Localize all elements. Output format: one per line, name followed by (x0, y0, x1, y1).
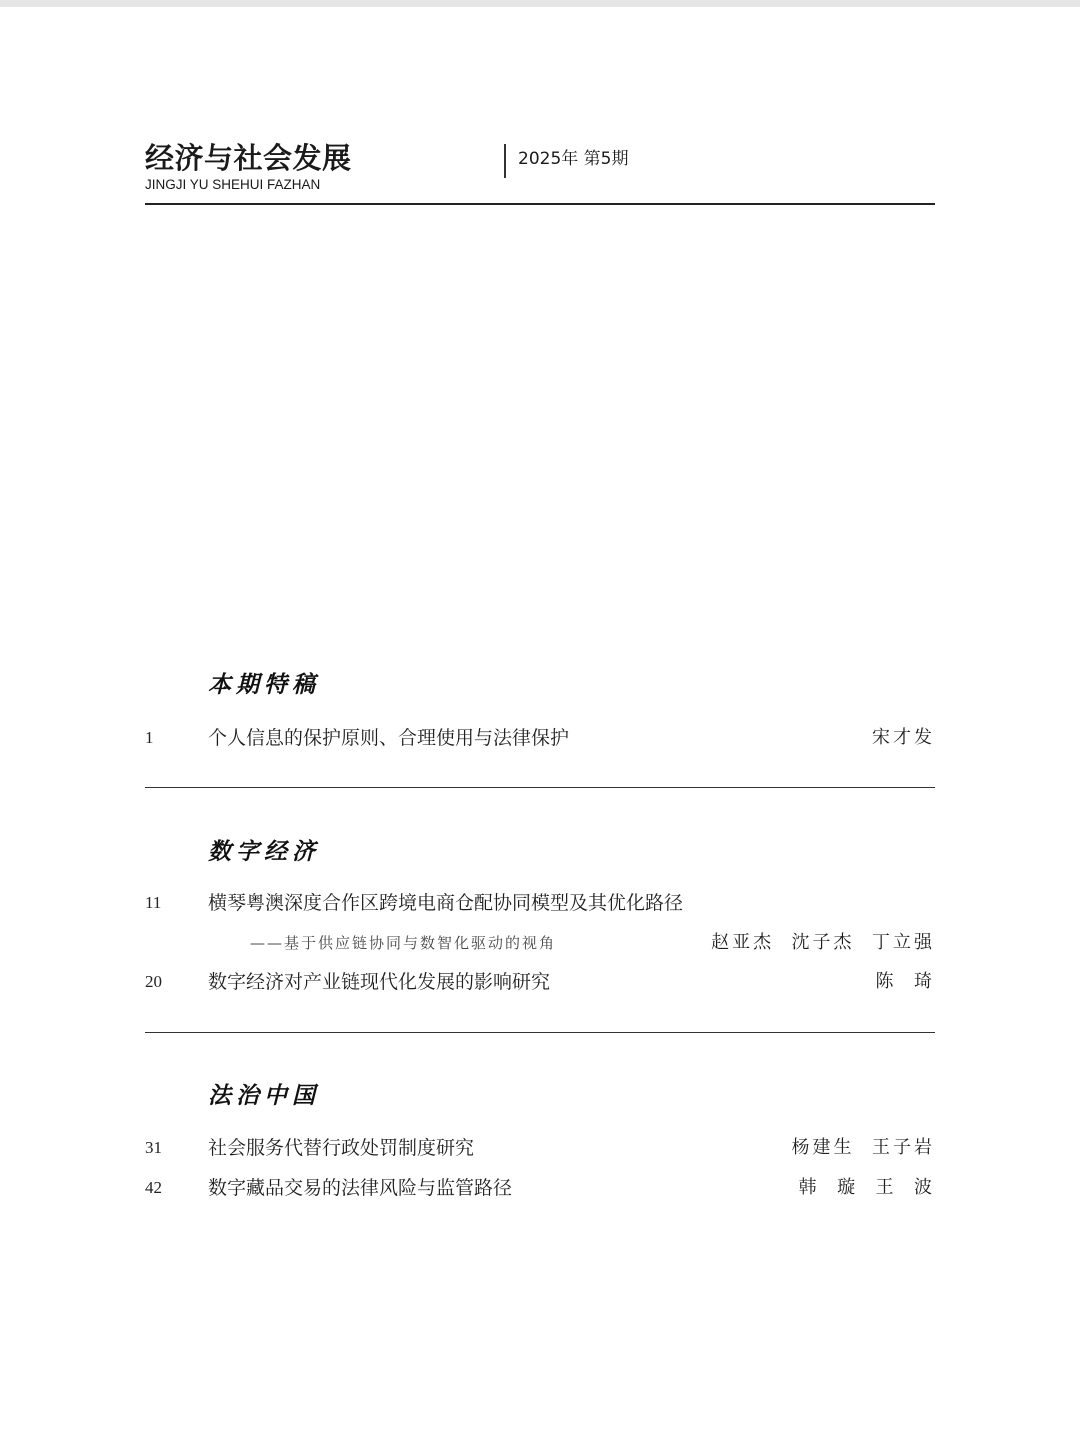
toc-page-number: 20 (145, 972, 162, 991)
section-divider (145, 1032, 935, 1033)
masthead-divider (504, 144, 506, 178)
toc-entry[interactable] (145, 888, 935, 918)
toc-article-title[interactable]: 横琴粤澳深度合作区跨境电商仓配协同模型及其优化路径 (208, 892, 684, 914)
journal-title: 经济与社会发展 (145, 141, 352, 175)
toc-entry[interactable] (145, 723, 935, 753)
toc-authors: 韩 璇 王 波 (798, 1177, 935, 1198)
section-divider (145, 787, 935, 788)
toc-entry[interactable] (145, 1133, 935, 1163)
toc-authors: 宋才发 (872, 727, 935, 748)
toc-page-number: 42 (145, 1178, 162, 1197)
section-heading: 数字经济 (208, 838, 320, 865)
journal-title-pinyin: JINGJI YU SHEHUI FAZHAN (145, 177, 321, 192)
toc-entry-subline (145, 928, 935, 958)
masthead-rule (145, 203, 935, 205)
toc-authors: 陈 琦 (875, 971, 935, 992)
toc-article-title[interactable]: 数字藏品交易的法律风险与监管路径 (208, 1177, 513, 1199)
toc-entry[interactable] (145, 967, 935, 997)
section-heading: 本期特稿 (208, 671, 320, 698)
masthead (145, 140, 935, 206)
toc-authors: 赵亚杰 沈子杰 丁立强 (711, 932, 935, 953)
toc-article-subtitle: ——基于供应链协同与数智化驱动的视角 (250, 934, 557, 952)
top-strip (0, 0, 1080, 7)
toc-page-number: 31 (145, 1138, 162, 1157)
toc-entry[interactable] (145, 1173, 935, 1203)
toc-article-title[interactable]: 社会服务代替行政处罚制度研究 (208, 1137, 475, 1159)
toc-authors: 杨建生 王子岩 (791, 1137, 935, 1158)
toc-article-title[interactable]: 数字经济对产业链现代化发展的影响研究 (208, 971, 551, 993)
toc-page-number: 1 (145, 728, 154, 747)
section-heading: 法治中国 (208, 1082, 320, 1109)
issue-label: 2025年 第5期 (518, 149, 629, 169)
toc-article-title[interactable]: 个人信息的保护原则、合理使用与法律保护 (208, 727, 570, 749)
toc-page-number: 11 (145, 893, 162, 912)
